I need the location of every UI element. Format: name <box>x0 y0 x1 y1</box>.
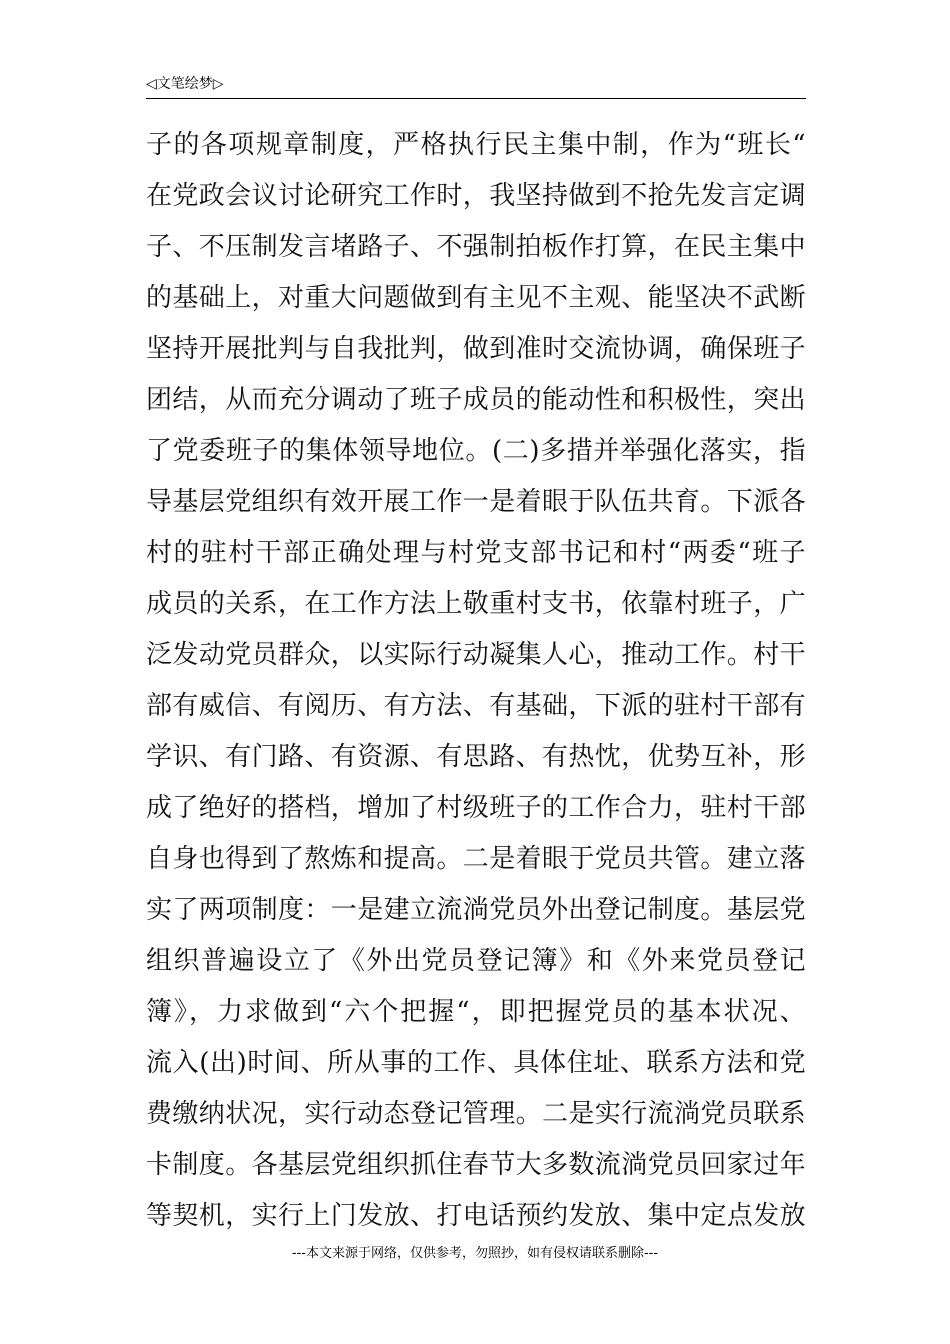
body-line-20: 费缴纳状况，实行动态登记管理。二是实行流淌党员联系 <box>146 1099 806 1129</box>
body-line-21: 卡制度。各基层党组织抓住春节大多数流淌党员回家过年 <box>146 1150 806 1180</box>
body-line-18: 簿》，力求做到“六个把握“，即把握党员的基本状况、 <box>146 997 806 1027</box>
body-line-10: 成员的关系，在工作方法上敬重村支书，依靠村班子，广 <box>146 589 806 619</box>
body-line-11: 泛发动党员群众，以实际行动凝集人心，推动工作。村干 <box>146 640 806 670</box>
header-title: ◁文笔绘梦▷ <box>146 76 224 92</box>
body-line-22: 等契机，实行上门发放、打电话预约发放、集中定点发放 <box>146 1201 806 1231</box>
body-line-6: 团结，从而充分调动了班子成员的能动性和积极性，突出 <box>146 385 806 415</box>
body-line-1: 子的各项规章制度，严格执行民主集中制，作为“班长“ <box>146 130 806 160</box>
body-line-19: 流入(出)时间、所从事的工作、具体住址、联系方法和党 <box>146 1048 806 1078</box>
body-line-16: 实了两项制度：一是建立流淌党员外出登记制度。基层党 <box>146 895 806 925</box>
body-line-8: 导基层党组织有效开展工作一是着眼于队伍共育。下派各 <box>146 487 806 517</box>
body-line-17: 组织普遍设立了《外出党员登记簿》和《外来党员登记 <box>146 946 806 976</box>
body-line-7: 了党委班子的集体领导地位。(二)多措并举强化落实，指 <box>146 436 806 466</box>
document-body <box>146 120 806 1242</box>
body-line-2: 在党政会议讨论研究工作时，我坚持做到不抢先发言定调 <box>146 181 806 211</box>
body-line-14: 成了绝好的搭档，增加了村级班子的工作合力，驻村干部 <box>146 793 806 823</box>
body-line-9: 村的驻村干部正确处理与村党支部书记和村“两委“班子 <box>146 538 806 568</box>
body-line-4: 的基础上，对重大问题做到有主见不主观、能坚决不武断 <box>146 283 806 313</box>
body-line-12: 部有威信、有阅历、有方法、有基础，下派的驻村干部有 <box>146 691 806 721</box>
body-line-13: 学识、有门路、有资源、有思路、有热忱，优势互补，形 <box>146 742 806 772</box>
body-line-15: 自身也得到了熬炼和提高。二是着眼于党员共管。建立落 <box>146 844 806 874</box>
body-line-5: 坚持开展批判与自我批判，做到准时交流协调，确保班子 <box>146 334 806 364</box>
page-footer <box>0 1246 950 1262</box>
body-line-3: 子、不压制发言堵路子、不强制拍板作打算，在民主集中 <box>146 232 806 262</box>
footer-notice: ---本文来源于网络，仅供参考，勿照抄，如有侵权请联系删除--- <box>291 1246 659 1261</box>
page-header <box>146 74 806 99</box>
